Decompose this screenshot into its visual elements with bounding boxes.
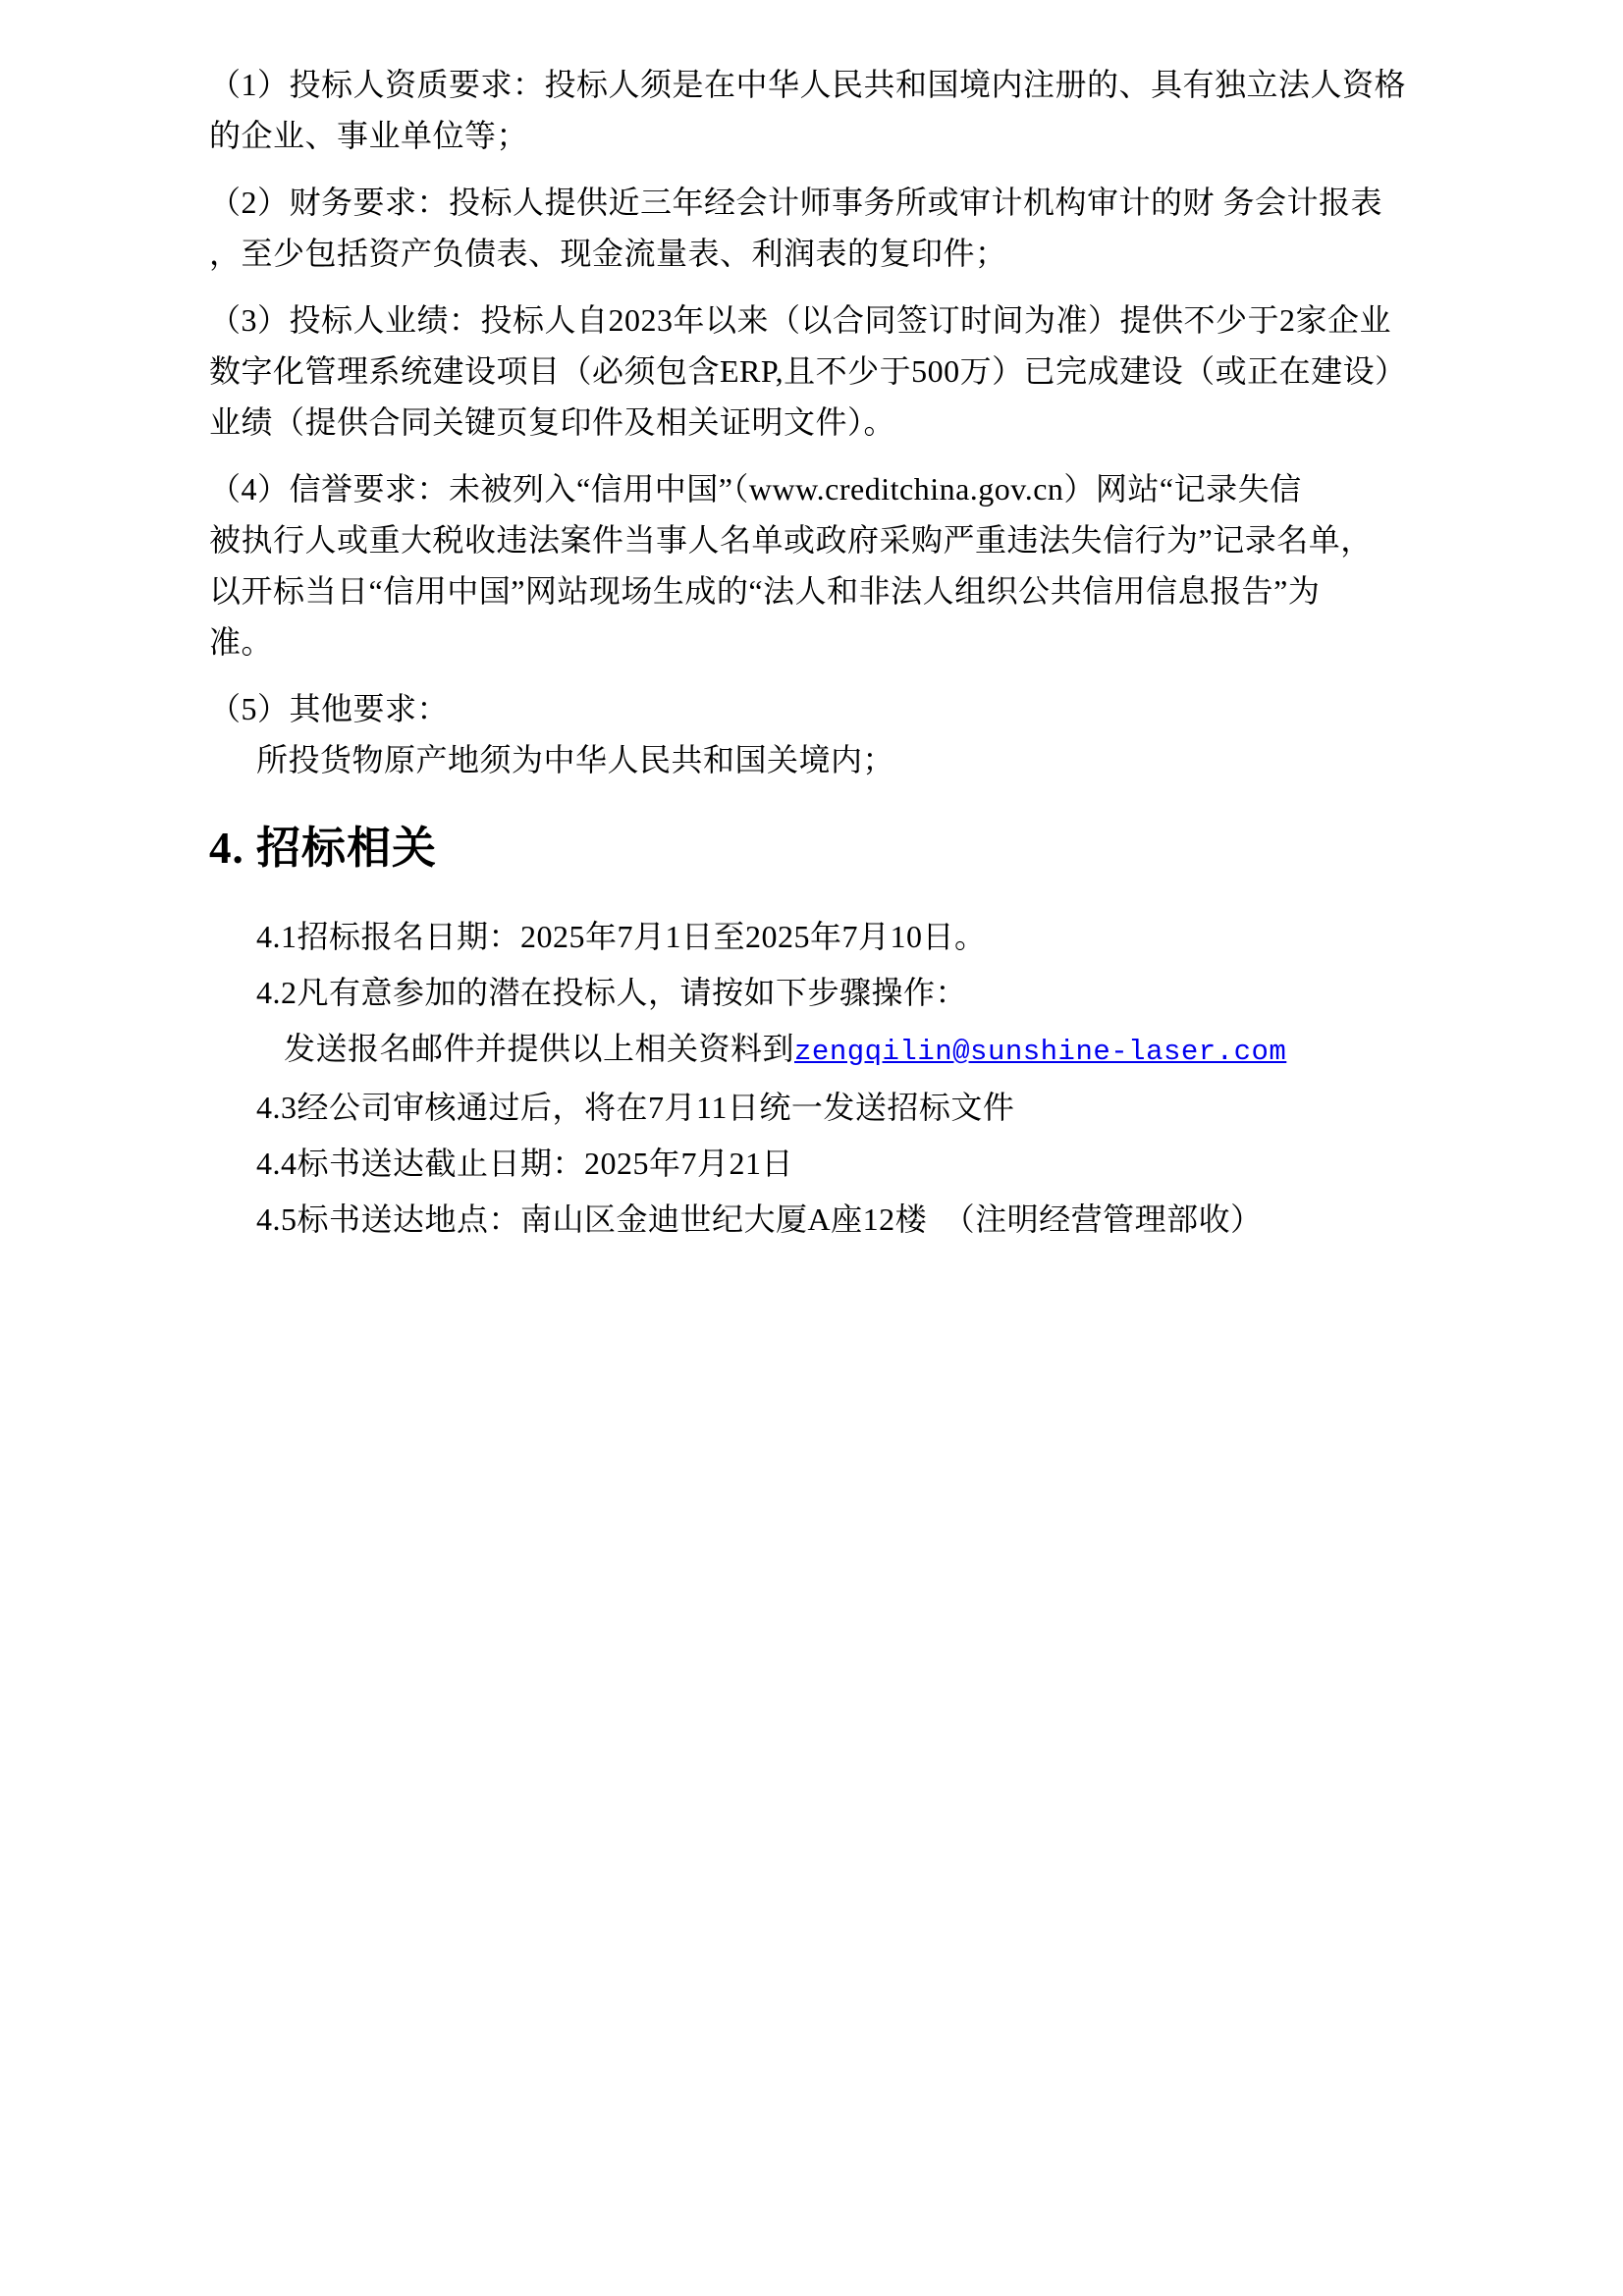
- section-item-4-5: 4.5标书送达地点：南山区金迪世纪大厦A座12楼 （注明经营管理部收）: [256, 1201, 1263, 1237]
- section-item-4-3: 4.3经公司审核通过后，将在7月11日统一发送招标文件: [256, 1090, 1015, 1125]
- text-line: 以开标当日“信用中国”网站现场生成的“法人和非法人组织公共信用信息报告”为: [209, 573, 1321, 609]
- email-link[interactable]: zengqilin@sunshine-laser.com: [794, 1036, 1287, 1068]
- section-heading: 4. 招标相关: [209, 824, 438, 873]
- email-instruction-line: [284, 1021, 1478, 1080]
- text-line: 被执行人或重大税收违法案件当事人名单或政府采购严重违法失信行为”记录名单，: [209, 522, 1373, 558]
- email-instruction-text: 发送报名邮件并提供以上相关资料到: [284, 1031, 795, 1066]
- requirement-paragraph-1: [209, 59, 1478, 161]
- text-line: （1）投标人资质要求：投标人须是在中华人民共和国境内注册的、具有独立法人资格: [209, 67, 1407, 102]
- text-line: （4）信誉要求：未被列入“信用中国”（www.creditchina.gov.cn）网站“记录失信: [209, 471, 1302, 507]
- text-line: （3）投标人业绩：投标人自2023年以来（以合同签订时间为准）提供不少于2家企业: [209, 302, 1392, 338]
- requirement-paragraph-2: [209, 177, 1478, 279]
- text-line: 业绩（提供合同关键页复印件及相关证明文件）。: [209, 404, 896, 440]
- requirement-paragraph-3: [209, 294, 1478, 448]
- text-line: 准。: [209, 624, 274, 660]
- text-line: （5）其他要求：: [209, 691, 450, 726]
- section-item-list: [209, 909, 1478, 1248]
- section-item-4-4: 4.4标书送达截止日期：2025年7月21日: [256, 1146, 794, 1181]
- text-line: 数字化管理系统建设项目（必须包含ERP,且不少于500万）已完成建设（或正在建设）: [209, 353, 1407, 389]
- text-line: 所投货物原产地须为中华人民共和国关境内；: [256, 742, 895, 777]
- requirement-paragraph-5: [209, 683, 1478, 785]
- text-line: ，至少包括资产负债表、现金流量表、利润表的复印件；: [209, 236, 1007, 271]
- section-item-4-1: 4.1招标报名日期：2025年7月1日至2025年7月10日。: [256, 919, 987, 954]
- text-line: 的企业、事业单位等；: [209, 118, 529, 153]
- text-line: （2）财务要求：投标人提供近三年经会计师事务所或审计机构审计的财 务会计报表: [209, 185, 1383, 220]
- requirement-paragraph-4: [209, 463, 1478, 667]
- section-item-4-2: 4.2凡有意参加的潜在投标人，请按如下步骤操作：: [256, 975, 968, 1010]
